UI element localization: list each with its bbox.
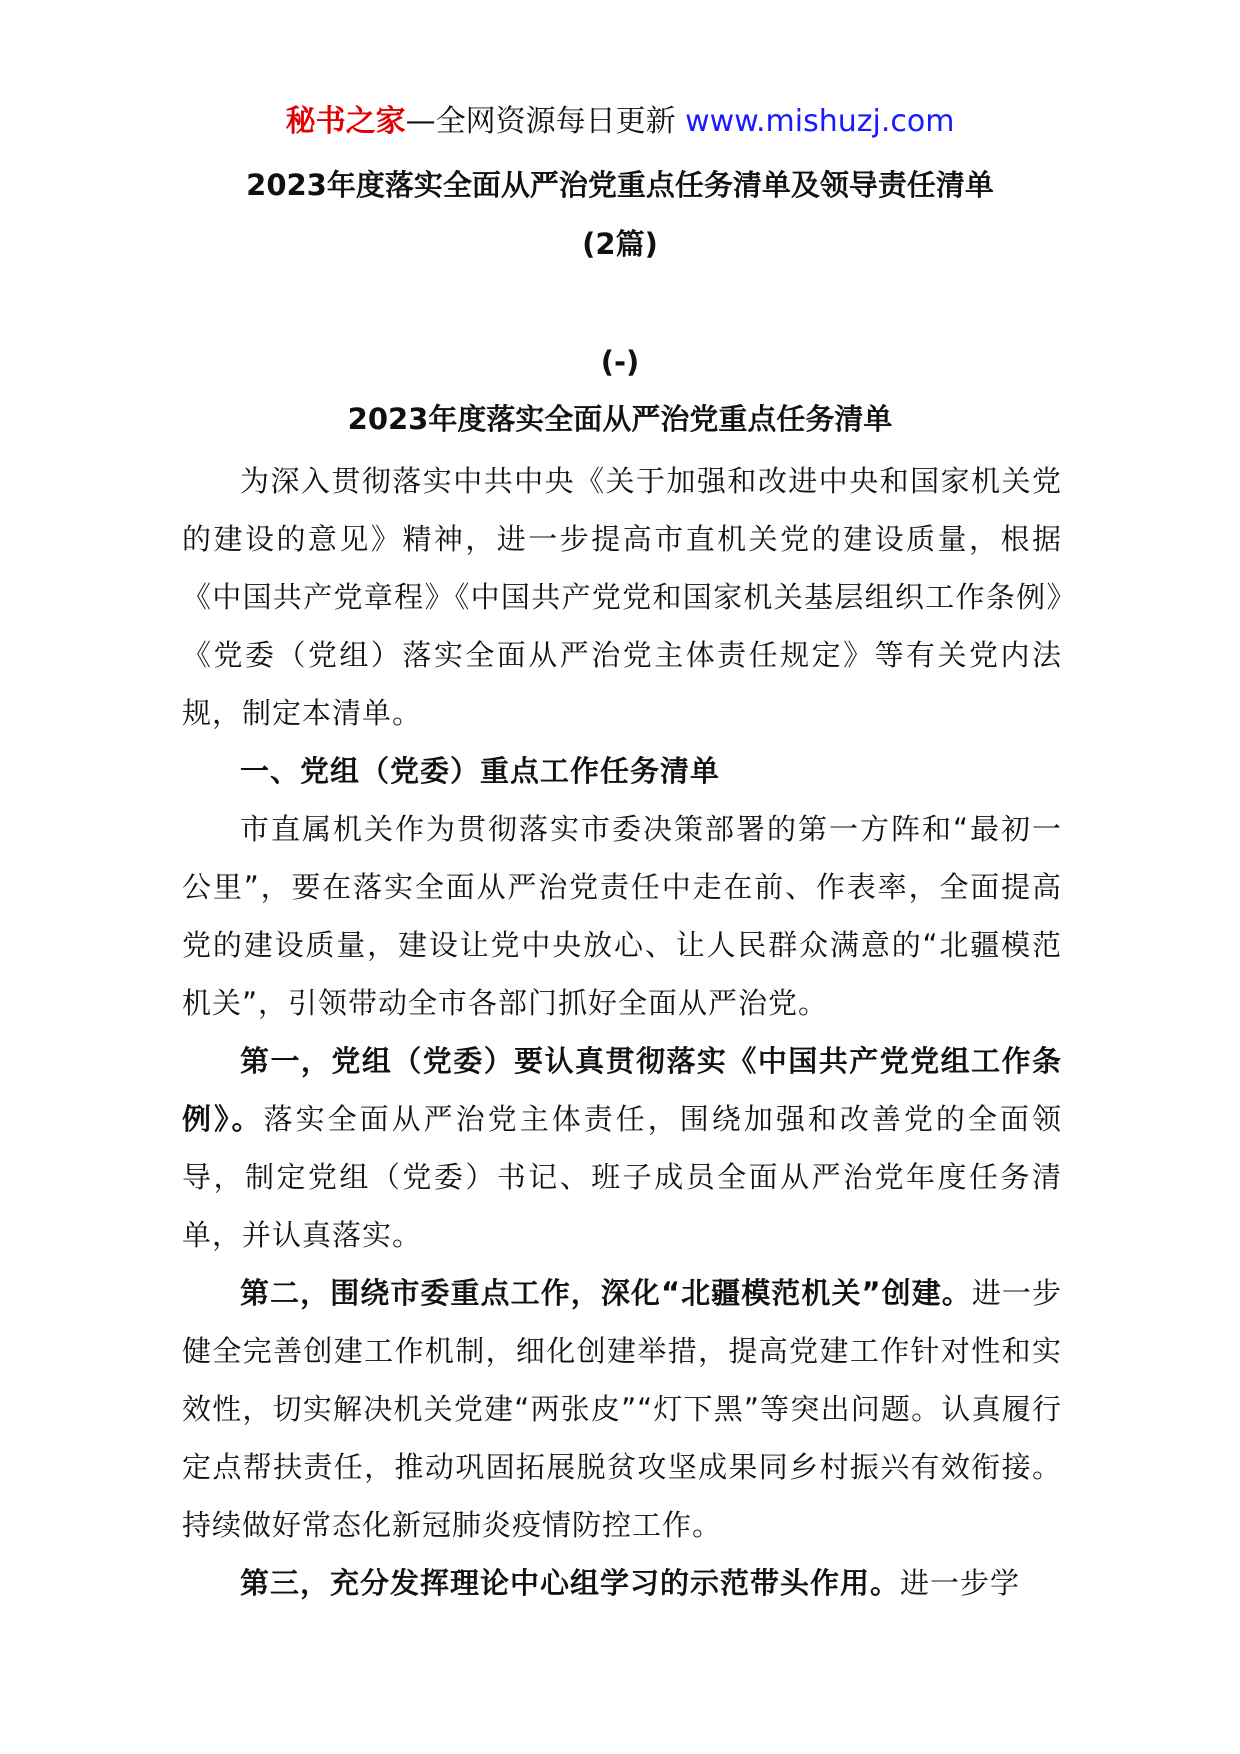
site-url-link[interactable]: www.mishuzj.com [685, 104, 955, 139]
paragraph-item-1 [182, 1032, 1062, 1264]
item-1-heading: 第一，党组（党委）要认真贯彻落实《中国共产党党组工作条例》。 [182, 1044, 1062, 1136]
item-2-text: 进一步健全完善创建工作机制，细化创建举措，提高党建工作针对性和实效性，切实解决机关党建“两张皮”“灯下黑”等突出问题。认真履行定点帮扶责任，推动巩固拓展脱贫攻坚成果同乡村振兴有效衔接。持续做好常态化新冠肺炎疫情防控工作。 [182, 1276, 1062, 1542]
document-body [182, 452, 1062, 1612]
paragraph-item-2 [182, 1264, 1062, 1554]
section-heading: 一、党组（党委）重点工作任务清单 [240, 754, 721, 788]
site-brand: 秘书之家 [285, 104, 406, 139]
site-tagline: —全网资源每日更新 [405, 104, 686, 139]
part-title: 2023年度落实全面从严治党重点任务清单 [347, 402, 893, 436]
item-3-heading: 第三，充分发挥理论中心组学习的示范带头作用。 [240, 1566, 901, 1600]
document-title: 2023年度落实全面从严治党重点任务清单及领导责任清单 [246, 168, 994, 202]
document-subtitle: (2篇) [582, 227, 658, 261]
item-2-heading: 第二，围绕市委重点工作，深化“北疆模范机关”创建。 [240, 1276, 972, 1310]
paragraph-item-3 [182, 1554, 1062, 1612]
paragraph-overview: 市直属机关作为贯彻落实市委决策部署的第一方阵和“最初一公里”，要在落实全面从严治党责任中走在前、作表率，全面提高党的建设质量，建设让党中央放心、让人民群众满意的“北疆模范机关”，引领带动全市各部门抓好全面从严治党。 [182, 812, 1062, 1020]
item-3-text: 进一步学 [900, 1566, 1021, 1600]
paragraph-intro: 为深入贯彻落实中共中央《关于加强和改进中央和国家机关党的建设的意见》精神，进一步提高市直机关党的建设质量，根据《中国共产党章程》《中国共产党党和国家机关基层组织工作条例》《党委（党组）落实全面从严治党主体责任规定》等有关党内法规，制定本清单。 [182, 464, 1062, 730]
site-header [0, 100, 1240, 144]
part-number: (-) [600, 345, 640, 379]
item-1-text: 落实全面从严治党主体责任，围绕加强和改善党的全面领导，制定党组（党委）书记、班子成员全面从严治党年度任务清单，并认真落实。 [182, 1102, 1062, 1252]
